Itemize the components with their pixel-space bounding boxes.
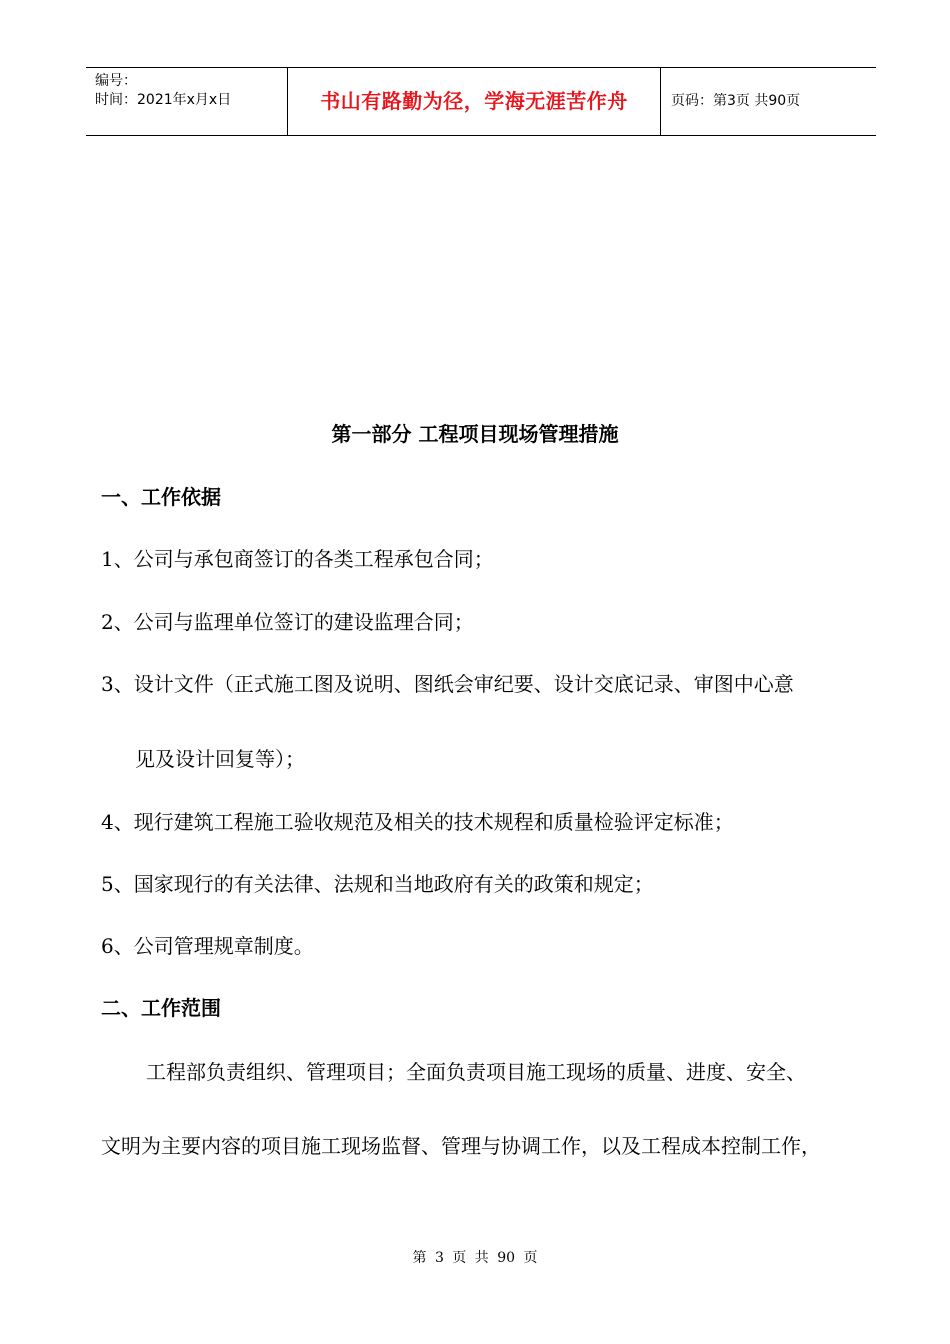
page-header bbox=[86, 67, 876, 136]
page-footer: 第 3 页 共 90 页 bbox=[412, 1250, 538, 1266]
scope-paragraph-line-1: 工程部负责组织、管理项目；全面负责项目施工现场的质量、进度、安全、 bbox=[146, 1060, 806, 1084]
document-time-label: 时间：2021年x月x日 bbox=[95, 92, 232, 108]
section-title-scope: 二、工作范围 bbox=[101, 996, 221, 1020]
document-number-label: 编号： bbox=[95, 73, 137, 89]
header-page-info: 页码：第3页 共90页 bbox=[671, 93, 801, 109]
scope-paragraph-line-2: 文明为主要内容的项目施工现场监督、管理与协调工作，以及工程成本控制工作， bbox=[101, 1134, 821, 1158]
basis-item-2: 2、公司与监理单位签订的建设监理合同； bbox=[101, 610, 474, 634]
basis-item-5: 5、国家现行的有关法律、法规和当地政府有关的政策和规定； bbox=[101, 872, 654, 896]
header-motto: 书山有路勤为径，学海无涯苦作舟 bbox=[288, 68, 661, 135]
basis-item-3-continued: 见及设计回复等）； bbox=[135, 747, 305, 771]
basis-item-4: 4、现行建筑工程施工验收规范及相关的技术规程和质量检验评定标准； bbox=[101, 810, 734, 834]
header-meta-cell bbox=[86, 68, 288, 135]
basis-item-1: 1、公司与承包商签订的各类工程承包合同； bbox=[101, 547, 494, 571]
section-title-basis: 一、工作依据 bbox=[101, 485, 221, 509]
part-title: 第一部分 工程项目现场管理措施 bbox=[331, 422, 619, 446]
basis-item-6: 6、公司管理规章制度。 bbox=[101, 934, 314, 958]
basis-item-3: 3、设计文件（正式施工图及说明、图纸会审纪要、设计交底记录、审图中心意 bbox=[101, 672, 794, 696]
